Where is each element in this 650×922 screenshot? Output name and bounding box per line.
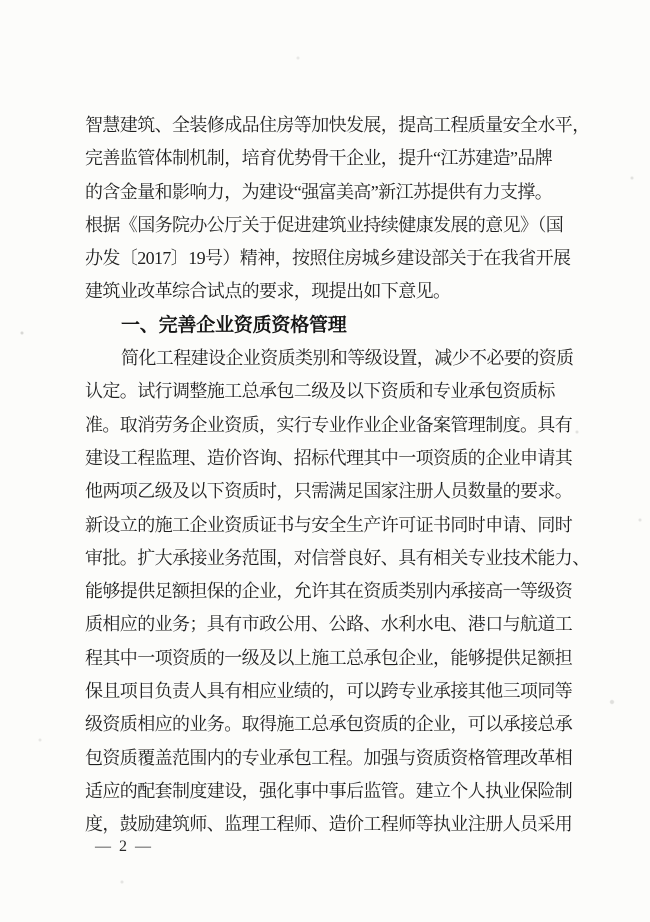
text-line: 的含金量和影响力，为建设“强富美高”新江苏提供有力支撑。 xyxy=(85,181,553,202)
text-line: 度，鼓励建筑师、监理工程师、造价工程师等执业注册人员采用 xyxy=(85,814,573,835)
text-line: 能够提供足额担保的企业，允许其在资质类别内承接高一等级资 xyxy=(85,581,573,602)
text-line: 适应的配套制度建设，强化事中事后监管。建立个人执业保险制 xyxy=(85,780,573,801)
text-line: 认定。试行调整施工总承包二级及以下资质和专业承包资质标 xyxy=(85,381,555,402)
paragraph-body xyxy=(85,342,597,841)
text-line: 准。取消劳务企业资质，实行专业作业企业备案管理制度。具有 xyxy=(85,414,573,435)
text-line: 质相应的业务；具有市政公用、公路、水利水电、港口与航道工 xyxy=(85,614,573,635)
section-heading: 一、完善企业资质资格管理 xyxy=(121,314,347,336)
text-line: 审批。扩大承接业务范围，对信誉良好、具有相关专业技术能力、 xyxy=(85,547,590,568)
text-line: 包资质覆盖范围内的专业承包工程。加强与资质资格管理改革相 xyxy=(85,747,573,768)
body-text xyxy=(85,109,597,842)
text-line: 保且项目负责人具有相应业绩的，可以跨专业承接其他三项同等 xyxy=(85,681,573,702)
text-line: 建设工程监理、造价咨询、招标代理其中一项资质的企业申请其 xyxy=(85,447,573,468)
text-line: 程其中一项资质的一级及以上施工总承包企业，能够提供足额担 xyxy=(85,647,573,668)
page-number: — 2 — xyxy=(95,838,153,855)
text-line: 新设立的施工企业资质证书与安全生产许可证书同时申请、同时 xyxy=(85,514,573,535)
text-line: 简化工程建设企业资质类别和等级设置，减少不必要的资质 xyxy=(121,348,574,369)
text-line: 级资质相应的业务。取得施工总承包资质的企业，可以承接总承 xyxy=(85,714,573,735)
text-line: 智慧建筑、全装修成品住房等加快发展，提高工程质量安全水平， xyxy=(85,115,590,135)
paragraph-continuation xyxy=(85,109,597,309)
text-line: 他两项乙级及以下资质时，只需满足国家注册人员数量的要求。 xyxy=(85,481,573,502)
text-line: 完善监管体制机制，培育优势骨干企业，提升“江苏建造”品牌 xyxy=(85,148,553,169)
text-line: 办发〔2017〕19号）精神，按照住房城乡建设部关于在我省开展 xyxy=(85,248,571,269)
text-line: 建筑业改革综合试点的要求，现提出如下意见。 xyxy=(85,281,451,302)
text-line: 根据《国务院办公厅关于促进建筑业持续健康发展的意见》（国 xyxy=(85,214,564,235)
